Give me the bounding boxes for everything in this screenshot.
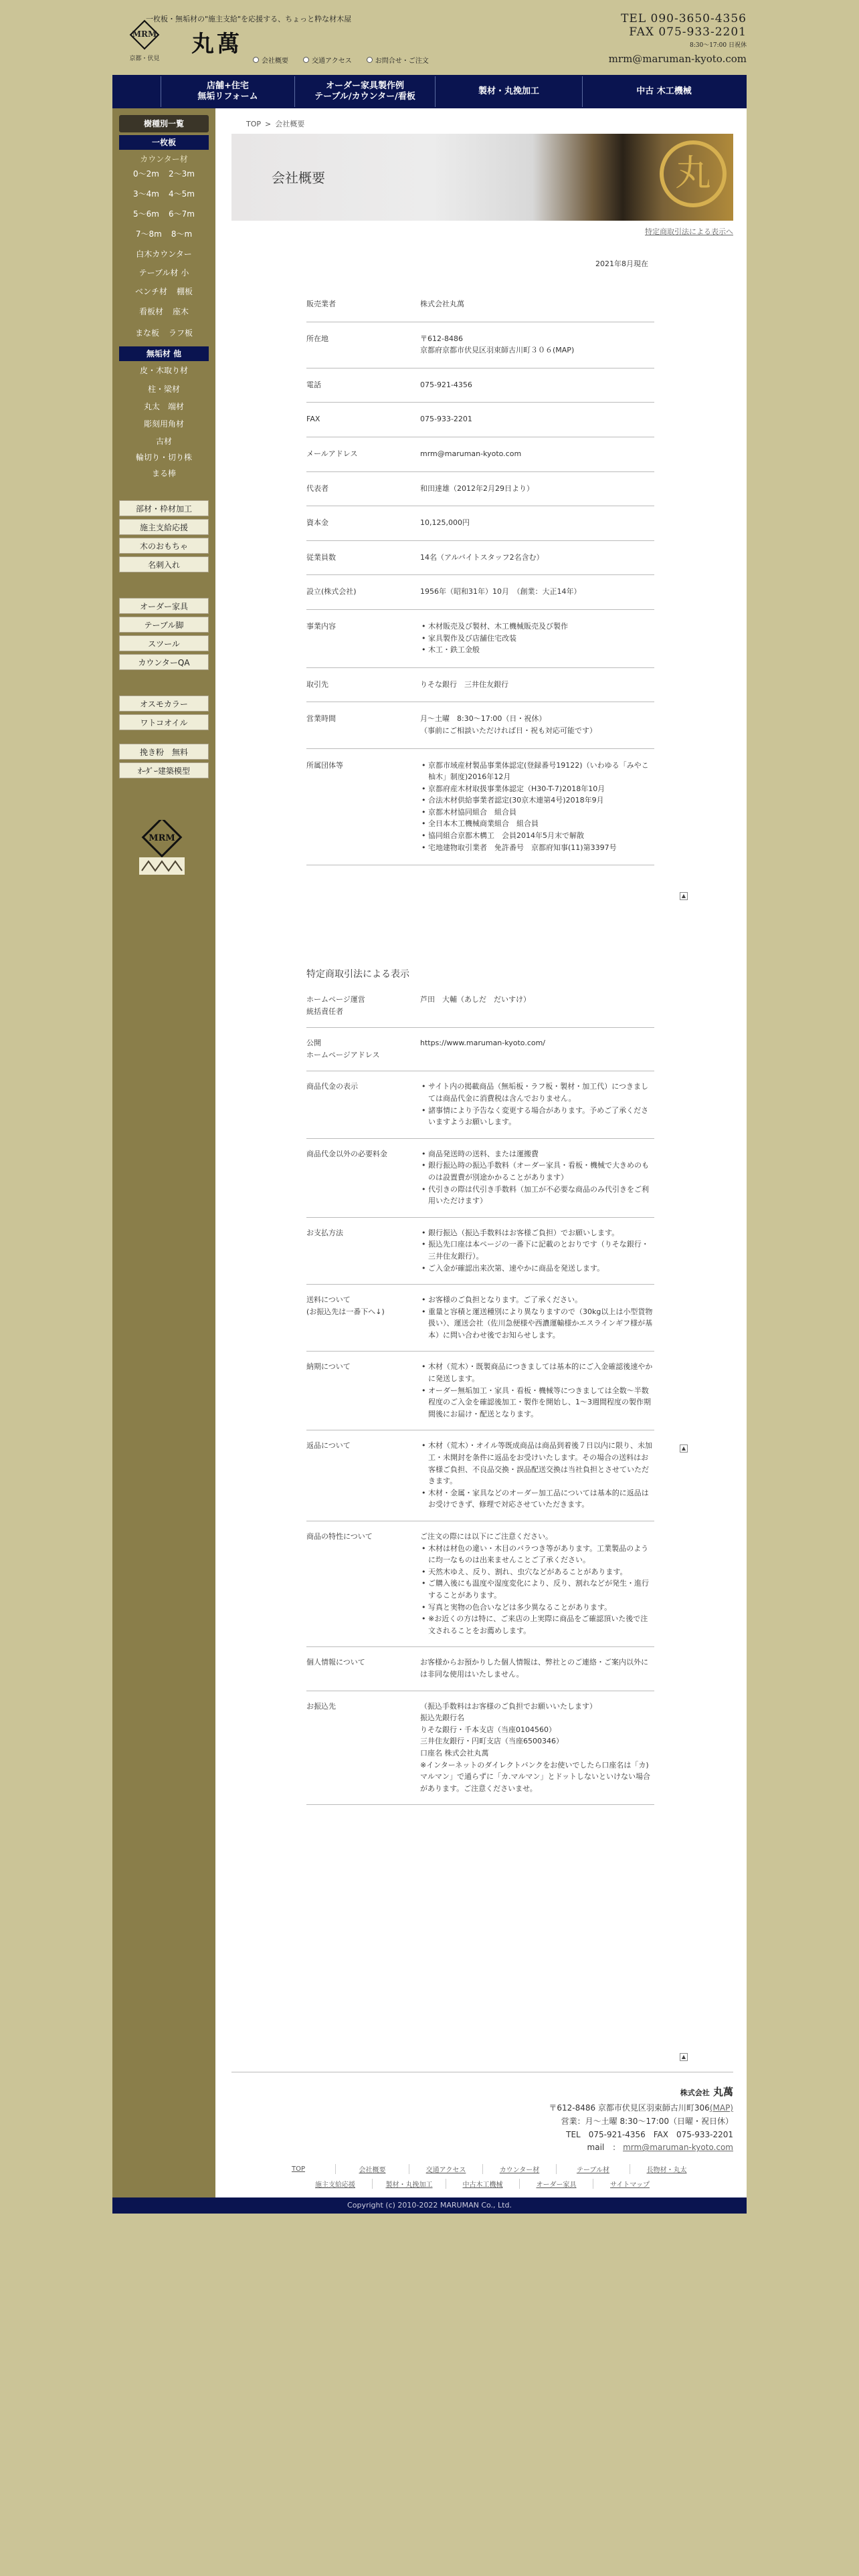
sidebar-size-row — [119, 167, 209, 181]
site-header — [112, 0, 747, 75]
info-value — [420, 575, 654, 610]
sidebar-button[interactable]: ワトコオイル — [119, 714, 209, 730]
header-link-company[interactable]: 会社概要 — [253, 55, 288, 65]
info-row — [306, 540, 654, 575]
info-value-line: 芦田 大輔（あしだ だいすけ） — [420, 995, 531, 1004]
footer-company — [231, 2072, 733, 2152]
info-key: 所在地 — [306, 322, 420, 368]
footer-link[interactable]: 長物材・丸太 — [630, 2164, 703, 2174]
info-value-line[interactable]: https://www.maruman-kyoto.com/ — [420, 1039, 546, 1048]
page-title: 会社概要 — [272, 170, 325, 186]
info-key: お振込先 — [306, 1691, 420, 1805]
footer-link[interactable]: カウンター材 — [482, 2164, 556, 2174]
info-list — [420, 1440, 654, 1511]
info-value — [420, 1691, 654, 1805]
info-list — [420, 1543, 654, 1637]
info-value-line: お客様からお預かりした個人情報は、弊社とのご連絡・ご案内以外には非同な使用はいたしません。 — [420, 1658, 648, 1679]
info-row — [306, 1521, 654, 1647]
info-row — [306, 1430, 654, 1521]
sidebar-size-link[interactable]: 8〜m — [171, 229, 193, 239]
info-value-line: りそな銀行 三井住友銀行 — [420, 679, 508, 689]
info-list-item: • 木材販売及び製材、木工機械販売及び製作 — [420, 621, 654, 633]
info-row — [306, 471, 654, 506]
info-value-line: 〒612-8486 — [420, 334, 463, 343]
footer-link[interactable]: オーダー家具 — [519, 2179, 593, 2189]
info-list-item: • 合法木材供給事業者認定(30京木連第4号)2018年9月 — [420, 794, 654, 807]
info-row — [306, 1647, 654, 1691]
info-row — [306, 1217, 654, 1284]
info-value — [420, 1521, 654, 1647]
info-row — [306, 1352, 654, 1430]
info-list — [420, 1148, 654, 1207]
info-list — [420, 1294, 654, 1341]
tagline: 一枚板・無垢材の"施主支給"を応援する、ちょっと粋な材木屋 — [146, 15, 352, 23]
nav-item-sawmill[interactable]: 製材・丸挽加工 — [435, 76, 582, 107]
header-email[interactable]: mrm@maruman-kyoto.com — [608, 53, 747, 65]
info-value — [420, 1285, 654, 1352]
main-nav — [112, 75, 747, 108]
sidebar-size-link[interactable]: 3〜4m — [133, 189, 159, 199]
info-list-item: • 代引きの際は代引き手数料（加工が不必要な商品のみ代引きをご利用いただけます） — [420, 1184, 654, 1207]
sidebar-size-link[interactable]: 6〜7m — [169, 209, 195, 219]
info-row — [306, 984, 654, 1028]
info-value-line: ※インターネットのダイレクトバンクをお使いでしたら口座名は「カ)マルマン」で通らずに「カ.マルマン」とドットしないといけない場合があります。ご注意くださいませ。 — [420, 1760, 651, 1793]
info-row — [306, 702, 654, 748]
info-row — [306, 1691, 654, 1805]
company-table — [306, 288, 654, 865]
radio-dot-icon — [303, 57, 309, 63]
info-key: 電話 — [306, 368, 420, 403]
info-row — [306, 288, 654, 322]
info-key: 商品の特性について — [306, 1521, 420, 1647]
info-value — [420, 368, 654, 403]
footer-map-link[interactable]: (MAP) — [709, 2103, 733, 2113]
info-value-line[interactable]: 京都府京都市伏見区羽束師古川町３０６(MAP) — [420, 346, 575, 355]
info-key: 事業内容 — [306, 609, 420, 667]
info-list-item: • お客様のご負担となります。ご了承ください。 — [420, 1294, 654, 1306]
info-key: 営業時間 — [306, 702, 420, 748]
sidebar-button[interactable]: テーブル脚 — [119, 617, 209, 633]
info-list-item: • 写真と実物の色合いなどは多少異なることがあります。 — [420, 1602, 654, 1614]
info-list-item: • 振込先口座は本ページの一番下に記載のとおりです（りそな銀行・三井住友銀行）。 — [420, 1239, 654, 1262]
info-value — [420, 1430, 654, 1521]
info-key: 代表者 — [306, 471, 420, 506]
sidebar-muku-item[interactable]: まる棒 — [151, 469, 176, 478]
info-list-item: • 協同組合京都木構工 会員2014年5月末で解散 — [420, 830, 654, 842]
info-key: 資本金 — [306, 506, 420, 541]
info-value — [420, 609, 654, 667]
sidebar-button[interactable]: 部材・枠材加工 — [119, 500, 209, 516]
info-list-item: • 京都府産木材取扱事業体認定（H30-T-7)2018年10月 — [420, 783, 654, 795]
sidebar-item-zagi[interactable]: 座木 — [173, 307, 189, 316]
info-list-item: • 銀行振込（振込手数料はお客様ご負担）でお願いします。 — [420, 1227, 654, 1239]
info-value — [420, 984, 654, 1028]
info-key: 設立(株式会社) — [306, 575, 420, 610]
breadcrumb — [246, 118, 308, 129]
sidebar-muku-item[interactable]: 皮・木取り材 — [139, 366, 188, 375]
info-value — [420, 540, 654, 575]
brand-name: 丸萬 — [191, 31, 242, 58]
info-value — [420, 403, 654, 437]
sidebar-button[interactable]: 木のおもちゃ — [119, 538, 209, 554]
sidebar-item-kanban[interactable]: 看板材 — [138, 307, 163, 316]
sidebar-head: 樹種別一覧 — [119, 115, 209, 132]
contact-block — [609, 12, 747, 65]
info-list-item: • サイト内の掲載商品（無垢板・ラフ板・製材・加工代）につきましては商品代金に消費税は含んでおりません。 — [420, 1081, 654, 1104]
info-value-line: （振込手数料はお客様のご負担でお願いいたします） — [420, 1701, 597, 1711]
sidebar-button[interactable]: 挽き粉 無料 — [119, 744, 209, 760]
info-value-line: 14名（アルバイトスタッフ2名含む） — [420, 552, 544, 562]
maruman-mark-icon: 丸 — [660, 140, 727, 207]
info-list-item: • 木材・金属・家具などのオーダー加工品については基本的に返品はお受けできず、修理で対応させていただきます。 — [420, 1487, 654, 1511]
header-link-access[interactable]: 交通アクセス — [303, 55, 352, 65]
footer-link-row — [231, 2176, 733, 2191]
sidebar-size-link[interactable]: 4〜5m — [169, 189, 195, 199]
footer-link[interactable]: 製材・丸挽加工 — [372, 2179, 446, 2189]
info-value-line: 075-933-2201 — [420, 415, 472, 424]
info-row — [306, 1071, 654, 1138]
info-key: 従業員数 — [306, 540, 420, 575]
info-value — [420, 1647, 654, 1691]
info-list-item: • オーダー無垢加工・家具・看板・機械等につきましては全数〜半数程度のご入金を確認後加工・製作を開始し、1〜3週間程度の製作期間後にお届け・配送となります。 — [420, 1385, 654, 1420]
sidebar-row-kanban — [119, 305, 209, 318]
info-row — [306, 368, 654, 403]
radio-dot-icon — [253, 57, 259, 63]
sidebar-item-bench[interactable]: ベンチ材 — [134, 287, 167, 296]
sidebar-size-link[interactable]: 7〜8m — [135, 229, 162, 239]
info-value-line: 075-921-4356 — [420, 380, 472, 389]
footer-link[interactable]: 交通アクセス — [409, 2164, 482, 2174]
info-list-item: • ※お近くの方は特に、ご来店の上実際に商品をご確認頂いた後で注文されることをお薦めします。 — [420, 1613, 654, 1636]
info-value — [420, 1138, 654, 1217]
sidebar-item-shelf[interactable]: 棚板 — [177, 287, 193, 296]
logo-location: 京都・伏見 — [129, 56, 160, 62]
footer-address: 〒612-8486 京都市伏見区羽束師古川町306 — [549, 2103, 710, 2113]
info-value-line: 10,125,000円 — [420, 518, 470, 528]
info-key: 返品について — [306, 1430, 420, 1521]
info-list-item: • 天然木ゆえ、反り、割れ、虫穴などがあることがあります。 — [420, 1566, 654, 1578]
info-row — [306, 506, 654, 541]
info-list-item: • 木工・鉄工金般 — [420, 644, 654, 656]
nav-item-order-furniture[interactable]: オーダー家具製作例 テーブル/カウンター/看板 — [294, 76, 435, 107]
info-list-item: • ご購入後にも温度や湿度変化により、反り、割れなどが発生・進行することがあります。 — [420, 1578, 654, 1601]
info-list-item: • 全日本木工機械商業組合 組合員 — [420, 818, 654, 830]
footer-brand: 株式会社 丸萬 — [680, 2086, 733, 2098]
info-value-line: 口座名 株式会社丸萬 — [420, 1748, 489, 1757]
sidebar-logo — [134, 820, 190, 877]
footer-hours: 営業：月〜土曜 8:30〜17:00（日曜・祝日休） — [561, 2116, 733, 2126]
info-value — [420, 702, 654, 748]
info-row — [306, 322, 654, 368]
law-anchor-link[interactable]: 特定商取引法による表示へ — [645, 227, 733, 236]
info-value — [420, 1071, 654, 1138]
sidebar-counter-label: カウンター材 — [140, 154, 188, 164]
sidebar-button[interactable]: 名刺入れ — [119, 556, 209, 572]
sidebar-size-row — [119, 207, 209, 221]
sidebar-muku-item[interactable]: 柱・梁材 — [147, 385, 180, 394]
info-key: メールアドレス — [306, 437, 420, 471]
info-value-line: 1956年（昭和31年）10月 （創業：大正14年） — [420, 587, 581, 597]
info-row — [306, 1138, 654, 1217]
info-value-line: 和田達雄（2012年2月29日より） — [420, 484, 534, 493]
hero-banner — [231, 134, 733, 221]
footer-link[interactable]: サイトマップ — [593, 2179, 666, 2189]
info-value-line: （事前にご相談いただければ日・祝も対応可能です） — [420, 726, 597, 735]
sidebar-muku-item[interactable]: 古材 — [155, 437, 172, 446]
info-value-line: mrm@maruman-kyoto.com — [420, 449, 522, 458]
info-list-item: • ご入金が確認出来次第、速やかに商品を発送します。 — [420, 1263, 654, 1275]
info-key: FAX — [306, 403, 420, 437]
info-list — [420, 1081, 654, 1128]
business-hours: 8:30〜17:00 日祝休 — [689, 42, 747, 49]
breadcrumb-top[interactable]: TOP — [246, 120, 262, 128]
sidebar-item-table-small[interactable]: テーブル材 小 — [138, 268, 189, 278]
info-key: 所属団体等 — [306, 748, 420, 865]
nav-spacer — [114, 76, 161, 107]
info-row — [306, 1028, 654, 1071]
sidebar-size-link[interactable]: 2〜3m — [169, 169, 195, 179]
page-top-icon[interactable]: ▲ — [680, 2053, 688, 2061]
sidebar-item-rough[interactable]: ラフ板 — [169, 328, 193, 338]
info-list-item: • 重量と容積と運送種別により異なりますので（30kg以上は小型貨物扱い）、運送会社（佐川急便様や西濃運輸様かエスラインギフ様が基本）に問い合わせ後でお知らせします。 — [420, 1306, 654, 1341]
footer-mail-label: mail ： — [587, 2143, 621, 2153]
info-lead: ご注文の際には以下にご注意ください。 — [420, 1532, 553, 1541]
radio-dot-icon — [367, 57, 373, 63]
sidebar-logo-text: MRM — [149, 833, 175, 843]
info-list-item: • 木材（荒木）・既製商品につきましては基本的にご入金確認後速やかに発送します。 — [420, 1361, 654, 1384]
info-list-item: • 木材は材色の違い・木目のバラつき等があります。工業製品のように均一なものは出来ませんことご了承ください。 — [420, 1543, 654, 1566]
sidebar-item-manaita[interactable]: まな板 — [134, 328, 159, 338]
info-key: お支払方法 — [306, 1217, 420, 1284]
info-value — [420, 322, 654, 368]
info-list — [420, 621, 654, 656]
info-row — [306, 748, 654, 865]
info-list-item: • 商品発送時の送料、または運搬費 — [420, 1148, 654, 1160]
info-row — [306, 667, 654, 702]
footer-links — [231, 2161, 733, 2191]
nav-item-reform[interactable]: 店舗+住宅 無垢リフォーム — [161, 76, 294, 107]
sidebar-muku-item[interactable]: 輪切り・切り株 — [135, 453, 192, 462]
sidebar-item-muku[interactable]: 無垢材 他 — [119, 346, 209, 361]
footer-link[interactable]: 施主支給応援 — [315, 2181, 355, 2189]
page-top-icon[interactable]: ▲ — [680, 1444, 688, 1453]
law-section-title: 特定商取引法による表示 — [306, 969, 409, 980]
sidebar-button[interactable]: オスモカラー — [119, 695, 209, 712]
info-key: 個人情報について — [306, 1647, 420, 1691]
tel-number: TEL 090-3650-4356 — [621, 12, 747, 25]
info-key: 取引先 — [306, 667, 420, 702]
info-value — [420, 1028, 654, 1071]
info-list-item: • 家具製作及び店舗住宅改装 — [420, 633, 654, 645]
info-value — [420, 437, 654, 471]
footer-link-row — [231, 2161, 733, 2176]
info-value-line: 月〜土曜 8:30〜17:00（日・祝休） — [420, 714, 547, 724]
info-row — [306, 437, 654, 471]
info-list — [420, 1361, 654, 1420]
sidebar-button[interactable]: スツール — [119, 635, 209, 651]
sidebar-button[interactable]: ｵｰﾀﾞｰ建築模型 — [119, 762, 209, 778]
footer-link[interactable]: 会社概要 — [335, 2164, 409, 2174]
copyright: Copyright (c) 2010-2022 MARUMAN Co., Ltd. — [112, 2197, 747, 2214]
breadcrumb-current: 会社概要 — [275, 120, 305, 128]
nav-item-used-machines[interactable]: 中古 木工機械 — [582, 76, 745, 107]
info-value-line: 株式会社丸萬 — [420, 300, 464, 308]
info-value — [420, 748, 654, 865]
sidebar-size-row — [119, 227, 209, 241]
info-row — [306, 609, 654, 667]
fax-number: FAX 075-933-2201 — [629, 25, 747, 39]
site-logo[interactable] — [126, 20, 171, 62]
info-key: 販売業者 — [306, 288, 420, 322]
info-row — [306, 575, 654, 610]
info-value — [420, 1352, 654, 1430]
info-key: ホームページ運営 統括責任者 — [306, 984, 420, 1028]
info-list — [420, 760, 654, 854]
info-key: 送料について (お振込先は一番下へ↓) — [306, 1285, 420, 1352]
header-links — [253, 55, 429, 65]
sidebar-row-manaita — [119, 326, 209, 340]
info-value-line: 三井住友銀行・円町支店（当座6500346） — [420, 1737, 563, 1746]
info-key: 納期について — [306, 1352, 420, 1430]
info-list — [420, 1227, 654, 1274]
sidebar-muku-item[interactable]: 彫刻用角材 — [143, 419, 184, 429]
info-key: 公開 ホームページアドレス — [306, 1028, 420, 1071]
sidebar-button[interactable]: オーダー家具 — [119, 598, 209, 614]
footer-telfax: TEL 075-921-4356 FAX 075-933-2201 — [566, 2129, 733, 2139]
page-top-icon[interactable]: ▲ — [680, 892, 688, 900]
info-list-item: • 諸事情により予告なく変更する場合があります。予めご了承くださいますようお願いします。 — [420, 1105, 654, 1128]
info-value — [420, 471, 654, 506]
footer-mail-link[interactable]: mrm@maruman-kyoto.com — [623, 2143, 733, 2153]
info-list-item: • 京都市域産材製品事業体認定(登録番号19122)（いわゆる「みやこ杣木」制度)2016年12月 — [420, 760, 654, 783]
logo-text: MRM — [132, 29, 157, 39]
info-list-item: • 京都木材協同組合 組合員 — [420, 807, 654, 819]
info-row — [306, 403, 654, 437]
info-list-item: • 宅地建物取引業者 免許番号 京都府知事(11)第3397号 — [420, 842, 654, 854]
info-value — [420, 506, 654, 541]
info-row — [306, 1285, 654, 1352]
footer-link[interactable]: テーブル材 — [556, 2164, 630, 2174]
breadcrumb-sep: > — [265, 120, 272, 128]
info-list-item: • 木材（荒木）・オイル等既成商品は商品到着後７日以内に限り、未加工・未開封を条件に返品をお受けいたします。その場合の送料はお客様ご負担、不良品交換・誤品配送交換は当社負担とさせていただきます。 — [420, 1440, 654, 1487]
footer-link[interactable]: 中古木工機械 — [446, 2179, 519, 2189]
info-key: 商品代金以外の必要料金 — [306, 1138, 420, 1217]
sidebar-row-bench — [119, 285, 209, 298]
sidebar-item-shiraki[interactable]: 白木カウンター — [136, 249, 192, 259]
info-list-item: • 銀行振込時の振込手数料（オーダー家具・看板・機械で大きめのものは設置費が別途かかることがあります） — [420, 1160, 654, 1183]
info-date: 2021年8月現在 — [595, 259, 648, 268]
footer-link[interactable]: TOP — [291, 2165, 305, 2173]
header-link-contact[interactable]: お問合せ・ご注文 — [367, 55, 429, 65]
sidebar-size-link[interactable]: 0〜2m — [133, 169, 159, 179]
info-value — [420, 288, 654, 322]
info-value-line: 振込先銀行名 — [420, 1713, 464, 1723]
info-value-line: りそな銀行・千本支店（当座0104560） — [420, 1725, 556, 1734]
sidebar-button[interactable]: 施主支給応援 — [119, 519, 209, 535]
info-value — [420, 667, 654, 702]
sidebar-button[interactable]: カウンターQA — [119, 654, 209, 670]
sidebar-size-row — [119, 187, 209, 201]
footer-address-block — [549, 2102, 733, 2155]
law-table — [306, 984, 654, 1805]
info-value — [420, 1217, 654, 1284]
sidebar-size-link[interactable]: 5〜6m — [133, 209, 159, 219]
sidebar-muku-item[interactable]: 丸太 端材 — [143, 402, 184, 411]
info-key: 商品代金の表示 — [306, 1071, 420, 1138]
sidebar-item-ichimai[interactable]: 一枚板 — [119, 135, 209, 150]
